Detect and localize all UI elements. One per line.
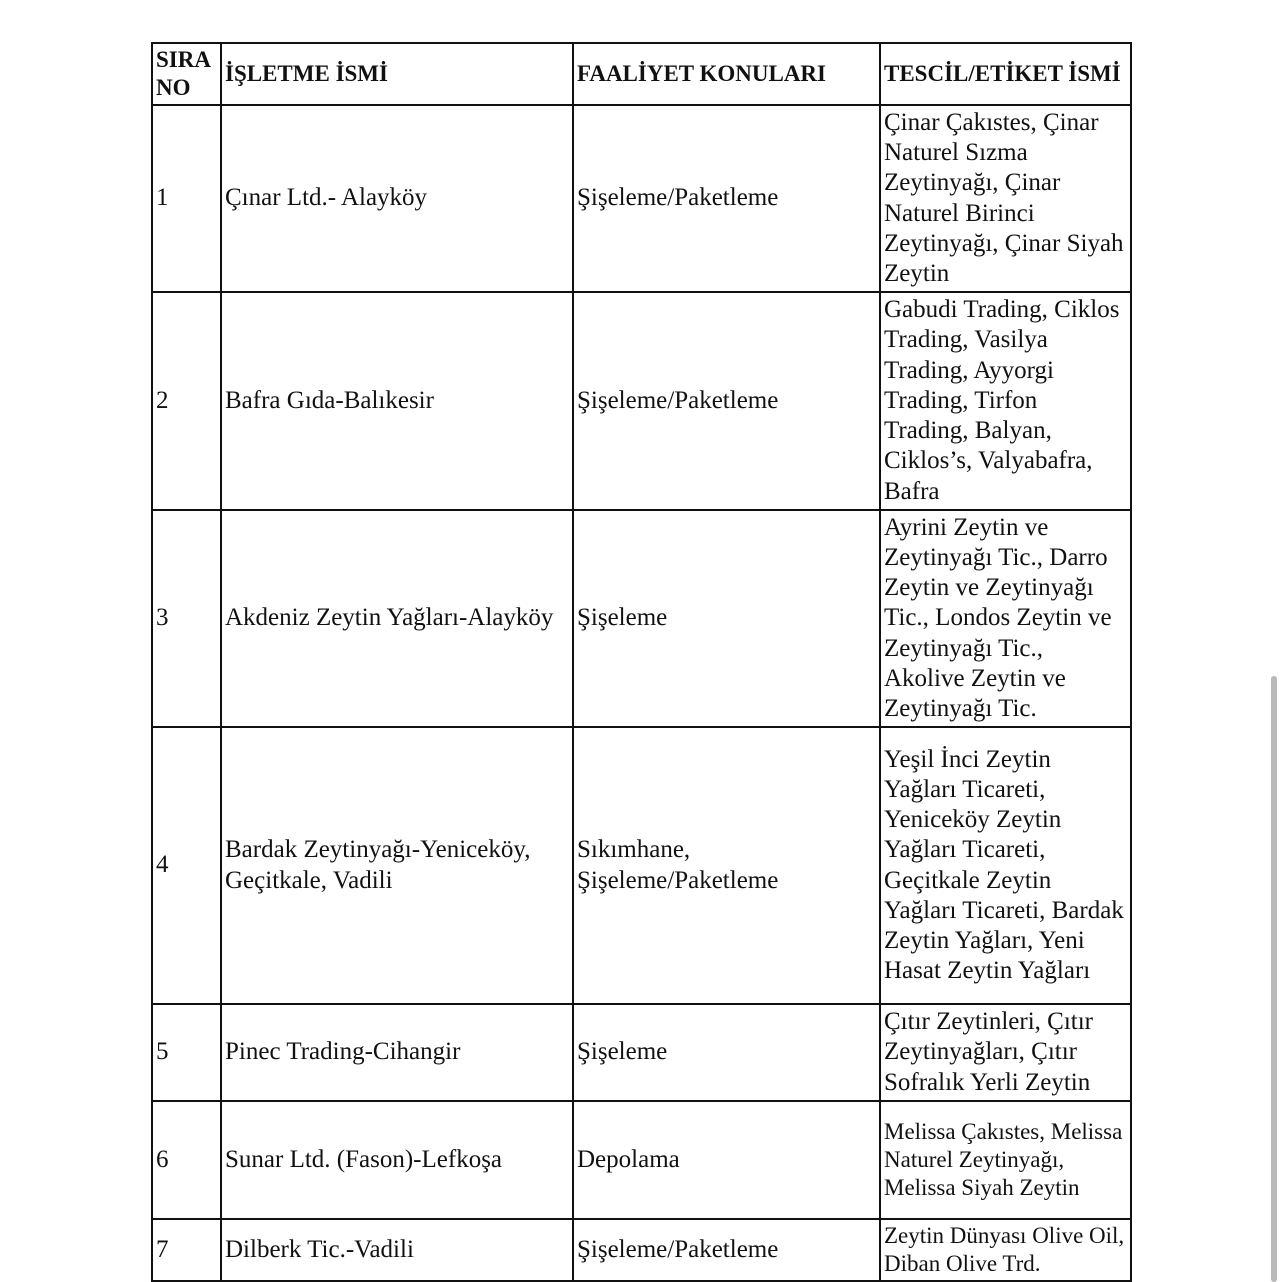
registration-names: Ayrini Zeytin ve Zeytinyağı Tic., Darro Zeytin ve Zeytinyağı Tic., Londos Zeytin ve Zeytinyağı Tic., Akolive Zeytin ve Zeytinyağı Tic. <box>880 510 1131 727</box>
header-tescil-etiket-ismi: TESCİL/ETİKET İSMİ <box>880 43 1131 105</box>
row-number: 2 <box>152 292 221 510</box>
business-name: Akdeniz Zeytin Yağları-Alayköy <box>221 510 573 727</box>
table-row <box>152 105 1131 292</box>
registration-names: Yeşil İnci Zeytin Yağları Ticareti, Yeniceköy Zeytin Yağları Ticareti, Geçitkale Zeytin Yağları Ticareti, Bardak Zeytin Yağları, Yeni Hasat Zeytin Yağları <box>880 727 1131 1004</box>
table-row <box>152 727 1131 1004</box>
header-isletme-ismi: İŞLETME İSMİ <box>221 43 573 105</box>
activity: Şişeleme/Paketleme <box>573 292 880 510</box>
header-faaliyet-konulari: FAALİYET KONULARI <box>573 43 880 105</box>
table-row <box>152 1004 1131 1101</box>
row-number: 1 <box>152 105 221 292</box>
activity: Şişeleme <box>573 510 880 727</box>
row-number: 6 <box>152 1101 221 1219</box>
business-name: Sunar Ltd. (Fason)-Lefkoşa <box>221 1101 573 1219</box>
business-name: Pinec Trading-Cihangir <box>221 1004 573 1101</box>
activity: Şişeleme/Paketleme <box>573 1219 880 1281</box>
row-number: 5 <box>152 1004 221 1101</box>
header-row <box>152 43 1131 105</box>
activity: Depolama <box>573 1101 880 1219</box>
registration-names: Çinar Çakıstes, Çinar Naturel Sızma Zeytinyağı, Çinar Naturel Birinci Zeytinyağı, Çinar Siyah Zeytin <box>880 105 1131 292</box>
registration-names: Melissa Çakıstes, Melissa Naturel Zeytinyağı, Melissa Siyah Zeytin <box>880 1101 1131 1219</box>
business-name: Dilberk Tic.-Vadili <box>221 1219 573 1281</box>
table-row <box>152 292 1131 510</box>
business-name: Bafra Gıda-Balıkesir <box>221 292 573 510</box>
row-number: 4 <box>152 727 221 1004</box>
row-number: 7 <box>152 1219 221 1281</box>
vertical-scrollbar[interactable] <box>1271 676 1277 1282</box>
business-name: Bardak Zeytinyağı-Yeniceköy, Geçitkale, Vadili <box>221 727 573 1004</box>
header-sira-no: SIRA NO <box>152 43 221 105</box>
table-row <box>152 1101 1131 1219</box>
registry-table <box>151 42 1132 1282</box>
business-name: Çınar Ltd.- Alayköy <box>221 105 573 292</box>
registration-names: Çıtır Zeytinleri, Çıtır Zeytinyağları, Çıtır Sofralık Yerli Zeytin <box>880 1004 1131 1101</box>
registration-names: Zeytin Dünyası Olive Oil, Diban Olive Trd. <box>880 1219 1131 1281</box>
activity: Şişeleme/Paketleme <box>573 105 880 292</box>
row-number: 3 <box>152 510 221 727</box>
table-row <box>152 510 1131 727</box>
table-row <box>152 1219 1131 1281</box>
activity: Şişeleme <box>573 1004 880 1101</box>
activity: Sıkımhane, Şişeleme/Paketleme <box>573 727 880 1004</box>
registration-names: Gabudi Trading, Ciklos Trading, Vasilya Trading, Ayyorgi Trading, Tirfon Trading, Balyan, Ciklos’s, Valyabafra, Bafra <box>880 292 1131 510</box>
